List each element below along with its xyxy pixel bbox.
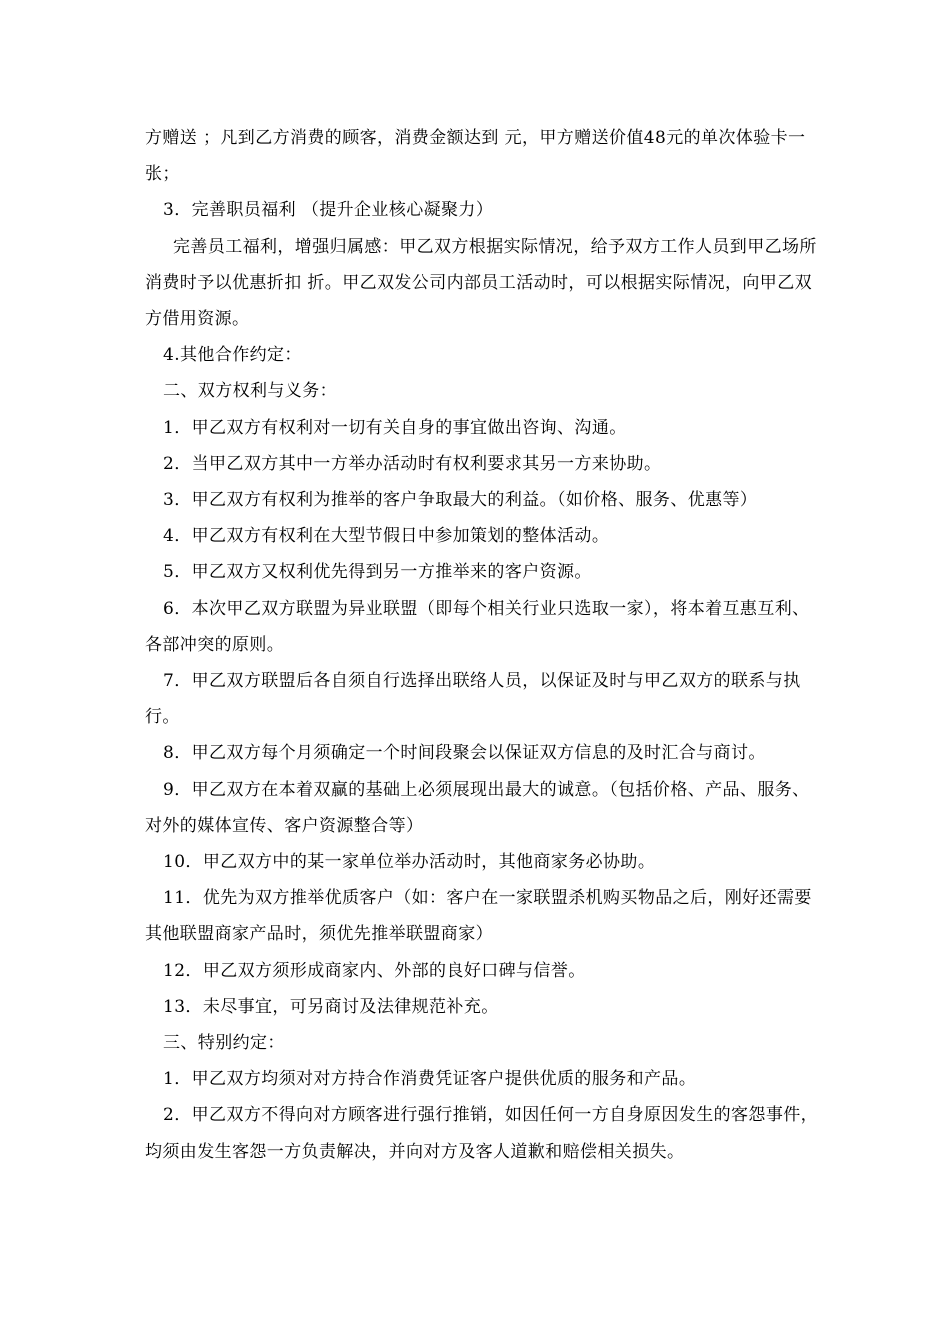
rights-item-3: 3．甲乙双方有权利为推举的客户争取最大的利益。（如价格、服务、优惠等）: [163, 490, 758, 511]
paragraph-staff-welfare-detail: 完善员工福利，增强归属感：甲乙双方根据实际情况，给予双方工作人员到甲乙场所消费时予以优惠折扣 折。甲乙双发公司内部员工活动时，可以根据实际情况，向甲乙双方借用资源。: [145, 236, 817, 330]
special-item-1: 1．甲乙双方均须对对方持合作消费凭证客户提供优质的服务和产品。: [163, 1069, 697, 1090]
paragraph-heading-staff-welfare: 3．完善职员福利 （提升企业核心凝聚力）: [163, 200, 494, 221]
section-heading-special-agreement: 三、特别约定：: [163, 1033, 285, 1054]
rights-item-6: 6．本次甲乙双方联盟为异业联盟（即每个相关行业只选取一家），将本着互惠互利、各部冲突的原则。: [145, 598, 810, 655]
rights-item-8: 8．甲乙双方每个月须确定一个时间段聚会以保证双方信息的及时汇合与商讨。: [163, 743, 766, 764]
rights-item-4: 4．甲乙双方有权利在大型节假日中参加策划的整体活动。: [163, 526, 610, 547]
rights-item-5: 5．甲乙双方又权利优先得到另一方推举来的客户资源。: [163, 562, 592, 583]
rights-item-7: 7．甲乙双方联盟后各自须自行选择出联络人员，以保证及时与甲乙双方的联系与执行。: [145, 671, 801, 728]
rights-item-1: 1．甲乙双方有权利对一切有关自身的事宜做出咨询、沟通。: [163, 417, 627, 438]
rights-item-9: 9．甲乙双方在本着双赢的基础上必须展现出最大的诚意。（包括价格、产品、服务、对外的媒体宣传、客户资源整合等）: [145, 779, 810, 836]
document-body: [145, 120, 825, 1170]
paragraph-other-agreement: 4.其他合作约定：: [163, 345, 302, 366]
rights-item-13: 13．未尽事宜，可另商讨及法律规范补充。: [163, 996, 499, 1017]
paragraph-gift-offer: 方赠送 ；凡到乙方消费的顾客，消费金额达到 元，甲方赠送价值48元的单次体验卡一张；: [145, 128, 806, 185]
rights-item-10: 10．甲乙双方中的某一家单位举办活动时，其他商家务必协助。: [163, 852, 656, 873]
rights-item-2: 2．当甲乙双方其中一方举办活动时有权利要求其另一方来协助。: [163, 453, 662, 474]
special-item-2: 2．甲乙双方不得向对方顾客进行强行推销，如因任何一方自身原因发生的客怨事件，均须由发生客怨一方负责解决，并向对方及客人道歉和赔偿相关损失。: [145, 1105, 819, 1162]
rights-item-12: 12．甲乙双方须形成商家内、外部的良好口碑与信誉。: [163, 960, 586, 981]
rights-item-11: 11．优先为双方推举优质客户（如：客户在一家联盟杀机购买物品之后，刚好还需要其他联盟商家产品时，须优先推举联盟商家）: [145, 888, 812, 945]
section-heading-rights-obligations: 二、双方权利与义务：: [163, 381, 337, 402]
